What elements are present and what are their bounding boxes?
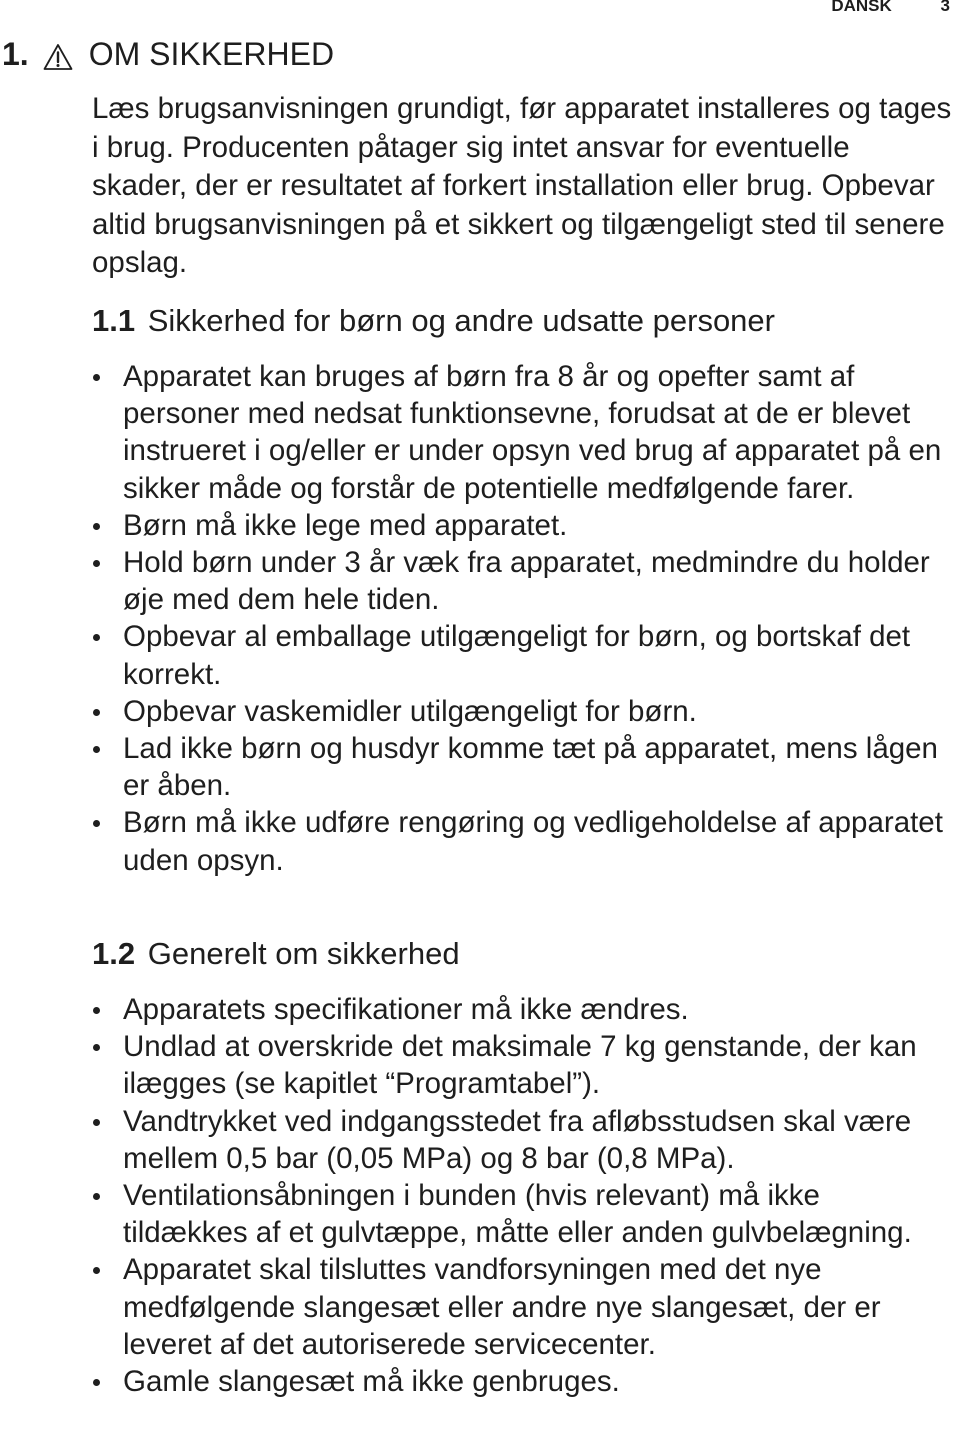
list-item — [92, 1028, 952, 1102]
list-item — [92, 544, 952, 618]
list-item — [92, 358, 952, 507]
bullet-icon — [93, 1007, 100, 1014]
list-item — [92, 804, 952, 878]
section-general-safety — [92, 935, 952, 1400]
list-item-text: Ventilationsåbningen i bunden (hvis relevant) må ikke tildækkes af et gulvtæppe, måtte eller anden gulvbelægning. — [123, 1179, 912, 1250]
list-item — [92, 507, 952, 544]
list-item-text: Lad ikke børn og husdyr komme tæt på apparatet, mens lågen er åben. — [123, 732, 938, 803]
list-item — [92, 1177, 952, 1251]
intro-paragraph: Læs brugsanvisningen grundigt, før apparatet installeres og tages i brug. Producenten påtager sig intet ansvar for eventuelle skader, der er resultatet af forkert installation eller brug. Opbevar altid brugsanvisningen på et sikkert og tilgængeligt sted til senere opslag. — [92, 92, 952, 279]
section-number: 1.2 — [92, 936, 136, 971]
bullet-list — [92, 991, 952, 1400]
running-header — [831, 0, 950, 16]
section-title — [92, 302, 952, 340]
bullet-icon — [93, 746, 100, 753]
bullet-icon — [93, 709, 100, 716]
list-item — [92, 1103, 952, 1177]
list-item — [92, 1363, 952, 1400]
section-child-safety — [92, 302, 952, 879]
bullet-icon — [93, 560, 100, 567]
bullet-icon — [93, 374, 100, 381]
list-item-text: Børn må ikke udføre rengøring og vedligeholdelse af apparatet uden opsyn. — [123, 806, 943, 877]
list-item-text: Apparatet skal tilsluttes vandforsyningen med det nye medfølgende slangesæt eller andre nye slangesæt, der er leveret af det autoriserede servicecenter. — [123, 1253, 881, 1361]
bullet-icon — [93, 1267, 100, 1274]
bullet-icon — [93, 1044, 100, 1051]
bullet-icon — [93, 523, 100, 530]
section-title — [92, 935, 952, 973]
list-item — [92, 991, 952, 1028]
bullet-icon — [93, 634, 100, 641]
list-item-text: Hold børn under 3 år væk fra apparatet, medmindre du holder øje med dem hele tiden. — [123, 546, 930, 617]
section-title-text: Sikkerhed for børn og andre udsatte personer — [147, 303, 775, 338]
section-number: 1.1 — [92, 303, 136, 338]
list-item-text: Gamle slangesæt må ikke genbruges. — [123, 1365, 620, 1399]
list-item-text: Vandtrykket ved indgangsstedet fra afløbsstudsen skal være mellem 0,5 bar (0,05 MPa) og 8 bar (0,8 MPa). — [123, 1104, 912, 1175]
list-item-text: Apparatets specifikationer må ikke ændres. — [123, 993, 689, 1026]
list-item — [92, 618, 952, 692]
section-title-text: Generelt om sikkerhed — [147, 936, 460, 971]
bullet-icon — [93, 820, 100, 827]
list-item-text: Børn må ikke lege med apparatet. — [123, 508, 568, 542]
list-item — [92, 730, 952, 804]
list-item-text: Opbevar al emballage utilgængeligt for børn, og bortskaf det korrekt. — [123, 620, 911, 691]
chapter-title-text: OM SIKKERHED — [88, 36, 335, 72]
bullet-list — [92, 358, 952, 879]
bullet-icon — [93, 1119, 100, 1126]
list-item-text: Undlad at overskride det maksimale 7 kg genstande, der kan ilægges (se kapitlet “Programtabel”). — [123, 1030, 917, 1101]
list-item — [92, 693, 952, 730]
bullet-icon — [93, 1193, 100, 1200]
chapter-title — [2, 34, 334, 74]
warning-triangle-icon — [43, 40, 73, 68]
list-item-text: Opbevar vaskemidler utilgængeligt for børn. — [123, 694, 697, 728]
list-item-text: Apparatet kan bruges af børn fra 8 år og opefter samt af personer med nedsat funktionsevne, forudsat at de er blevet instrueret i og/eller er under opsyn ved brug af apparatet på en sikker måde og forstår de potentielle medfølgende farer. — [123, 360, 942, 505]
bullet-icon — [93, 1379, 100, 1386]
language-label: DANSK — [831, 0, 892, 15]
page-number: 3 — [940, 0, 950, 15]
chapter-number: 1. — [2, 36, 29, 72]
list-item — [92, 1251, 952, 1363]
